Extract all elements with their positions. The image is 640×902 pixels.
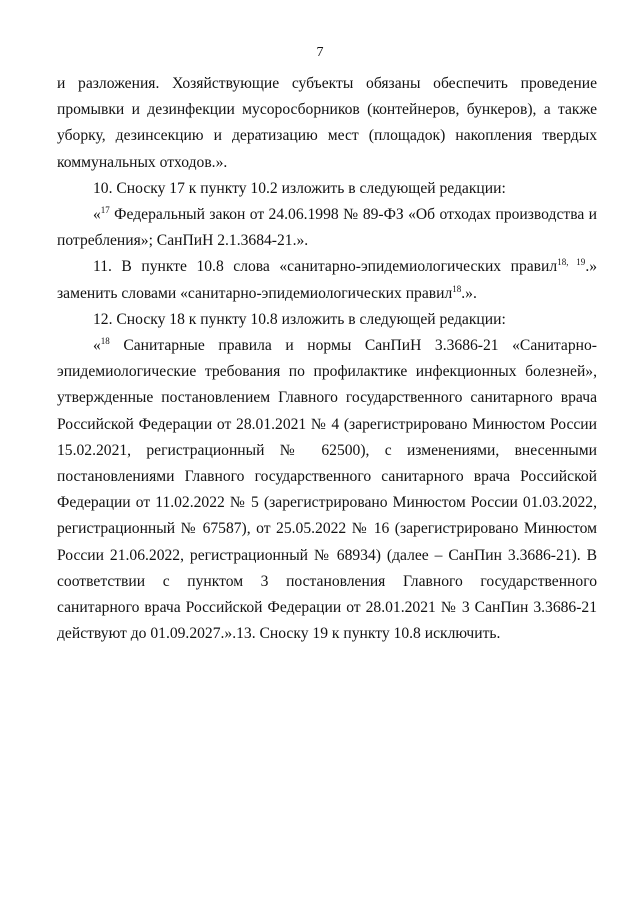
footnote-marker-17: 17: [100, 204, 110, 215]
footnote-17-text: Федеральный закон от 24.06.1998 № 89-ФЗ «Об отходах производства и потребления»; СанПиН 2.1.3684-21.».: [57, 206, 597, 250]
paragraph-item-10: 10. Сноску 17 к пункту 10.2 изложить в следующей редакции:: [93, 179, 506, 197]
footnote-marker-18-new: 18: [100, 335, 110, 346]
paragraph-continuation: и разложения. Хозяйствующие субъекты обязаны обеспечить проведение промывки и дезинфекции мусоросборников (контейнеров, бункеров), а также уборку, дезинсекцию и дератизацию мест (площадок) накопления твердых коммунальных отходов.».: [57, 75, 597, 171]
paragraph-footnote-17: [57, 202, 597, 254]
footnote-18-text: Санитарные правила и нормы СанПиН 3.3686-21 «Санитарно-эпидемиологические требования по профилактике инфекционных болезней», утвержденные постановлением Главного государственного санитарного врача Российской Федерации от 28.01.2021 № 4 (зарегистрировано Минюстом России 15.02.2021, регистрационный № 62500), с изменениями, внесенными постановлениями Главного государственного санитарного врача Российской Федерации от 11.02.2022 № 5 (зарегистрировано Минюстом России 01.03.2022, регистрационный № 67587), от 25.05.2022 № 16 (зарегистрировано Минюстом России 21.06.2022, регистрационный № 68934) (далее – СанПин 3.3686-21). В соответствии с пунктом 3 постановления Главного государственного санитарного врача Российской Федерации от 28.01.2021 № 3 СанПин 3.3686-21 действуют до 01.09.2027.».13. Сноску 19 к пункту 10.8 исключить.: [57, 337, 597, 643]
paragraph-footnote-18: [57, 333, 597, 647]
footnote-marker-18-19: 18, 19: [557, 257, 586, 268]
item-11-text-c: .».: [461, 284, 477, 302]
footnote-marker-18: 18: [452, 283, 462, 294]
document-body: [57, 71, 597, 647]
page-number: 7: [316, 45, 324, 60]
paragraph-item-12: 12. Сноску 18 к пункту 10.8 изложить в следующей редакции:: [93, 310, 506, 328]
item-11-text-a: 11. В пункте 10.8 слова «санитарно-эпидемиологических правил: [93, 258, 558, 276]
paragraph-item-11: [57, 254, 597, 306]
item-11-text-b: .» заменить словами «санитарно-эпидемиологических правил: [57, 258, 598, 302]
quote-open: «: [93, 206, 101, 224]
quote-open: «: [93, 337, 101, 355]
